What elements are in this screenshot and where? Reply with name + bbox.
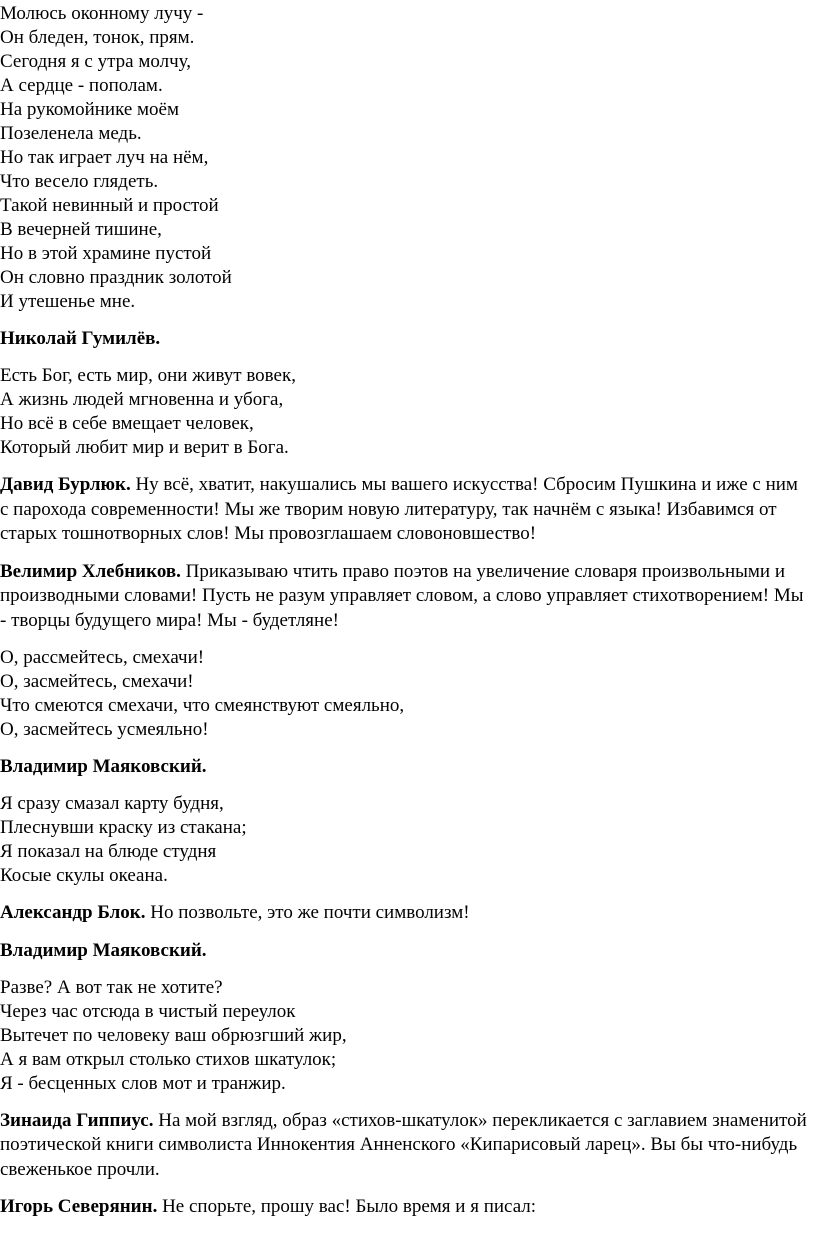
speaker-heading: Владимир Маяковский.: [0, 939, 207, 961]
verse-line: О, засмейтесь усмеяльно!: [0, 719, 209, 740]
verse-line: Плеснувши краску из стакана;: [0, 817, 247, 838]
dialogue-paragraph: [0, 560, 816, 634]
poem-verse: [0, 976, 816, 1096]
verse-line: Косые скулы океана.: [0, 865, 168, 886]
dialogue-paragraph: [0, 1195, 816, 1220]
verse-line: Я сразу смазал карту будня,: [0, 793, 224, 814]
speech-text: Ну всё, хватит, накушались мы вашего искусства! Сбросим Пушкина и иже с ним с парохода современности! Мы же творим новую литературу, так начнём с языка! Избавимся от старых тошнотворных слов! Мы провозглашаем словоновшество!: [0, 474, 798, 544]
verse-line: Он словно праздник золотой: [0, 267, 232, 288]
speaker-name: Зинаида Гиппиус.: [0, 1109, 154, 1131]
verse-line: Что весело глядеть.: [0, 171, 159, 192]
verse-line: А я вам открыл столько стихов шкатулок;: [0, 1048, 337, 1070]
verse-line: Такой невинный и простой: [0, 195, 219, 216]
verse-line: Через час отсюда в чистый переулок: [0, 1000, 296, 1022]
verse-line: Но так играет луч на нём,: [0, 147, 209, 168]
dialogue-paragraph: [0, 473, 816, 547]
speaker-name: Велимир Хлебников.: [0, 560, 181, 582]
speaker-name: Александр Блок.: [0, 902, 146, 923]
dialogue-paragraph: [0, 901, 816, 926]
poem-verse: [0, 2, 816, 314]
verse-line: Что смеются смехачи, что смеянствуют смеяльно,: [0, 695, 405, 716]
verse-line: Но в этой храмине пустой: [0, 243, 212, 264]
speech-text: Приказываю чтить право поэтов на увеличение словаря произвольными и производными словами! Пусть не разум управляет словом, а слово управляет стихотворением! Мы - творцы будущего мира! Мы - будетляне!: [0, 560, 804, 631]
poem-verse: [0, 792, 816, 888]
verse-line: Я - бесценных слов мот и транжир.: [0, 1072, 286, 1094]
speech-text: На мой взгляд, образ «стихов-шкатулок» перекликается с заглавием знаменитой поэтической книги символиста Иннокентия Анненского «Кипарисовый ларец». Вы бы что-нибудь свеженькое прочли.: [0, 1109, 807, 1180]
speaker-name: Давид Бурлюк.: [0, 474, 131, 495]
poem-verse: [0, 646, 816, 742]
verse-line: А жизнь людей мгновенна и убога,: [0, 389, 284, 410]
verse-line: И утешенье мне.: [0, 291, 136, 312]
verse-line: В вечерней тишине,: [0, 219, 162, 240]
verse-line: Позеленела медь.: [0, 123, 142, 144]
verse-line: На рукомойнике моём: [0, 99, 180, 120]
verse-line: Который любит мир и верит в Бога.: [0, 437, 289, 458]
verse-line: Он бледен, тонок, прям.: [0, 27, 195, 48]
verse-line: Есть Бог, есть мир, они живут вовек,: [0, 365, 296, 386]
poem-verse: [0, 364, 816, 460]
verse-line: О, рассмейтесь, смехачи!: [0, 647, 205, 668]
verse-line: Но всё в себе вмещает человек,: [0, 413, 254, 434]
verse-line: О, засмейтесь, смехачи!: [0, 671, 194, 692]
speaker-name: Игорь Северянин.: [0, 1196, 158, 1217]
speaker-heading: Николай Гумилёв.: [0, 328, 161, 349]
speech-text: Но позвольте, это же почти символизм!: [145, 902, 470, 923]
verse-line: А сердце - пополам.: [0, 75, 163, 96]
dialogue-paragraph: [0, 1109, 816, 1183]
speaker-heading: Владимир Маяковский.: [0, 756, 207, 777]
verse-line: Я показал на блюде студня: [0, 841, 217, 862]
verse-line: Молюсь оконному лучу -: [0, 3, 204, 24]
verse-line: Сегодня я с утра молчу,: [0, 51, 191, 72]
speech-text: Не спорьте, прошу вас! Было время и я писал:: [157, 1196, 537, 1217]
verse-line: Вытечет по человеку ваш обрюзгший жир,: [0, 1024, 347, 1046]
verse-line: Разве? А вот так не хотите?: [0, 976, 223, 998]
